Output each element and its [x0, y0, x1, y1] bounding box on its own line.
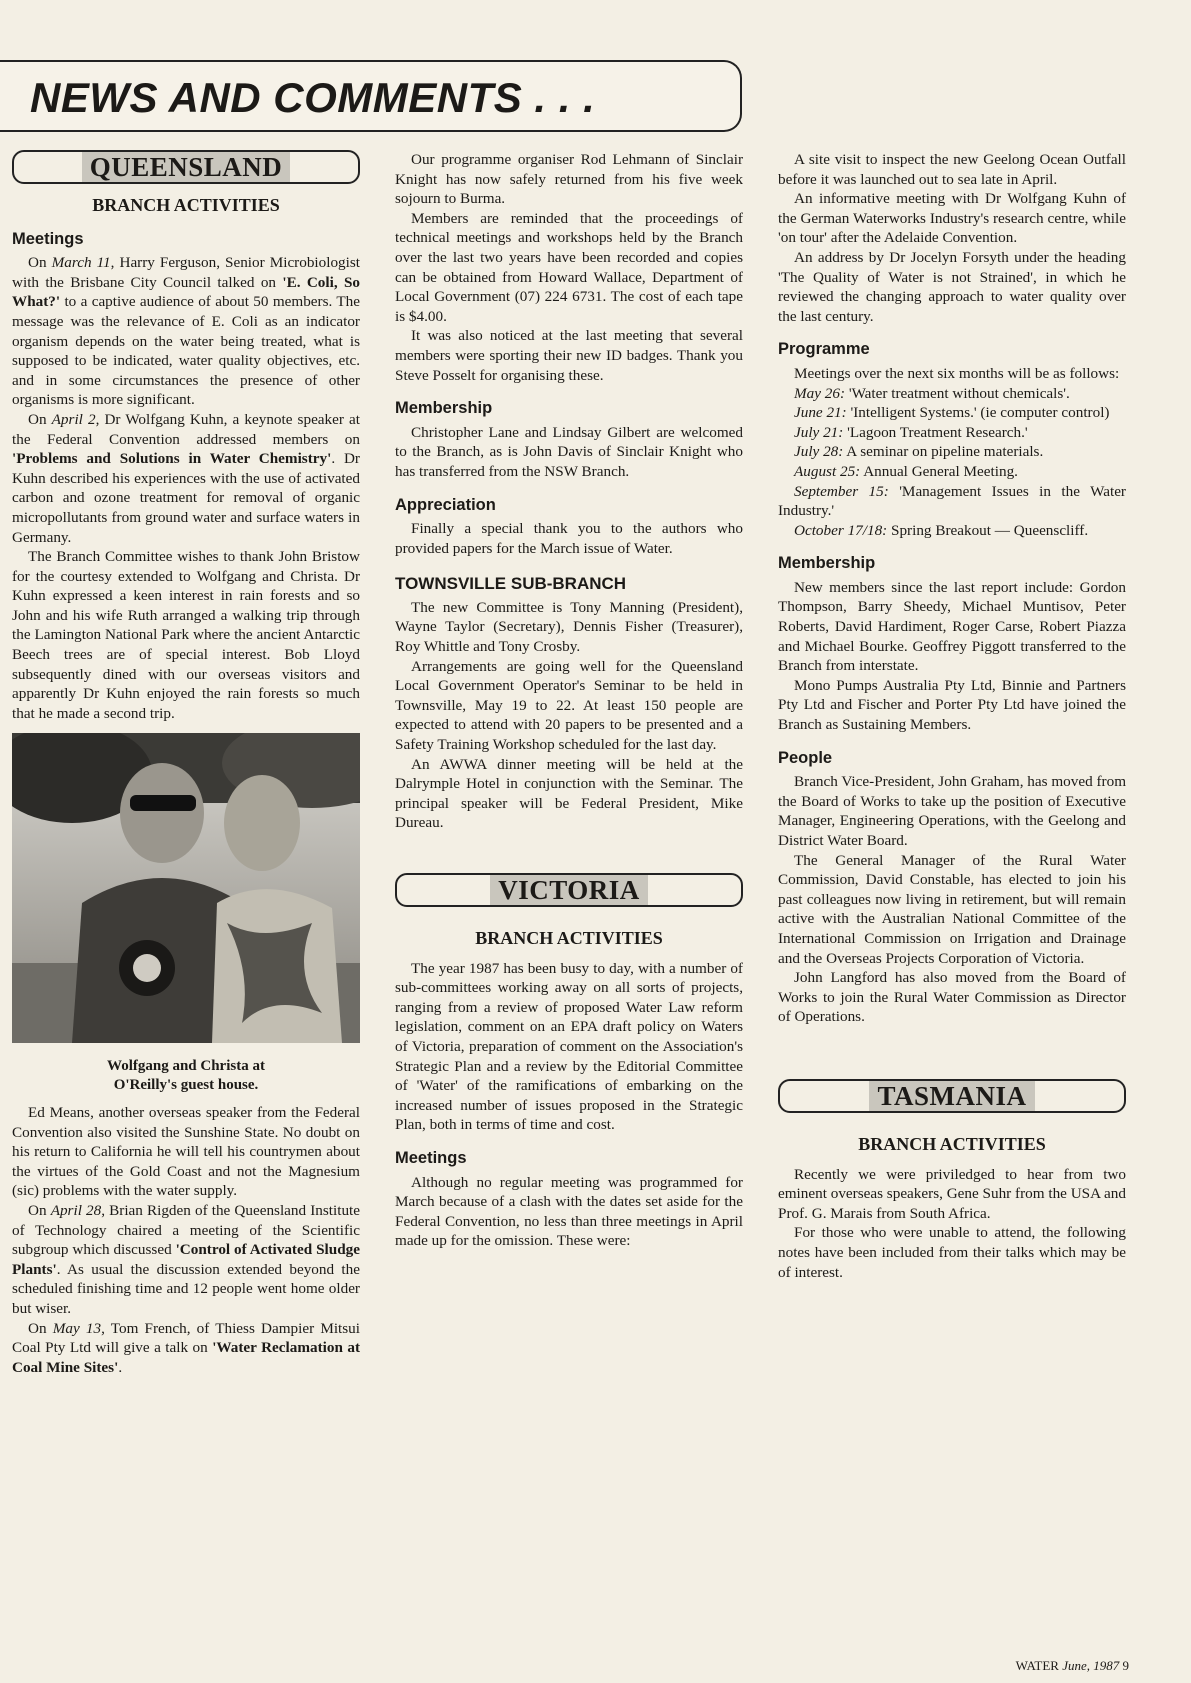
- paragraph: Recently we were priviledged to hear from two eminent overseas speakers, Gene Suhr from the USA and Prof. G. Marais from South Africa.: [778, 1165, 1126, 1222]
- paragraph: Our programme organiser Rod Lehmann of Sinclair Knight has now safely returned from his five week sojourn to Burma.: [395, 151, 743, 208]
- paragraph: Arrangements are going well for the Queensland Local Government Operator's Seminar to be held in Townsville, May 19 to 22. At least 150 people are expected to attend with 20 papers to be presented and a Safety Training Workshop scheduled for the last day.: [395, 657, 743, 754]
- paragraph: The new Committee is Tony Manning (President), Wayne Taylor (Secretary), Dennis Fisher (Treasurer), Roy Whittle and Tony Crosby.: [395, 598, 743, 656]
- schedule-item: August 25: Annual General Meeting.: [794, 462, 1018, 480]
- photo-caption: Wolfgang and Christa at O'Reilly's guest house.: [107, 1058, 265, 1094]
- membership-heading: Membership: [395, 399, 493, 418]
- paragraph: For those who were unable to attend, the following notes have been included from their talks which may be of interest.: [778, 1224, 1126, 1281]
- masthead-banner: [0, 60, 742, 132]
- paragraph: The year 1987 has been busy to day, with a number of sub-committees working away on all sorts of projects, ranging from a review of proposed Water Law reform legislation, comment on an EPA draft policy on Waters of Victoria, preparation of comment on the Association's Strategic Plan and a review by the Editorial Committee of 'Water' of the ramifications of embarking on the increased number of issues proposed in the Strategic Plan, both in terms of time and cost.: [395, 959, 743, 1134]
- programme-schedule: [778, 384, 1126, 541]
- paragraph: An address by Dr Jocelyn Forsyth under the heading 'The Quality of Water is not Strained', in which he reviewed the changing approach to water quality over the last century.: [778, 248, 1126, 325]
- paragraph: It was also noticed at the last meeting that several members were sporting their new ID badges. Thank you Steve Posselt for organising these.: [395, 327, 743, 384]
- paragraph: Mono Pumps Australia Pty Ltd, Binnie and Partners Pty Ltd and Fischer and Porter Pty Ltd have joined the Branch as Sustaining Members.: [778, 676, 1126, 734]
- branch-activities-heading: BRANCH ACTIVITIES: [475, 928, 663, 948]
- schedule-item: July 28: A seminar on pipeline materials.: [794, 443, 1044, 461]
- meetings-heading: Meetings: [395, 1148, 467, 1167]
- paragraph: The Branch Committee wishes to thank John Bristow for the courtesy extended to Wolfgang and Christa. Dr Kuhn expressed a keen interest in rain forests and so John and his wife Ruth arranged a walking trip through the Lamington National Park where the ancient Antarctic Beech trees are of special interest. Bob Lloyd subsequently dined with our overseas visitors and apparently Dr Kuhn enjoyed the rain forests so much that he made a second trip.: [12, 548, 360, 722]
- paragraph: Ed Means, another overseas speaker from the Federal Convention also visited the Sunshine State. No doubt on his return to California he will tell his countrymen about the virtues of the Gold Coast and not the Magnesium (sic) problems with the water supply.: [12, 1104, 360, 1200]
- schedule-item: May 26: 'Water treatment without chemicals'.: [794, 384, 1070, 402]
- paragraph: Finally a special thank you to the authors who provided papers for the March issue of Water.: [395, 520, 743, 557]
- page-title: NEWS AND COMMENTS . . .: [30, 74, 596, 121]
- paragraph: New members since the last report include: Gordon Thompson, Barry Sheedy, Michael Muntisov, Peter Roberts, David Hardiment, Roger Carse, Robert Piazza and Michael Bourke. Geoffrey Piggott transferred to the Branch from interstate.: [778, 578, 1126, 675]
- photo-wolfgang-christa: [12, 733, 360, 1043]
- publication-name: WATER: [1015, 1658, 1059, 1673]
- townsville-heading: TOWNSVILLE SUB-BRANCH: [395, 574, 627, 594]
- paragraph: On April 2, Dr Wolfgang Kuhn, a keynote speaker at the Federal Convention addressed members on 'Problems and Solutions in Water Chemistry'. Dr Kuhn described his experiences with the use of activated carbon and ozone treatment for removal of organic micropollutants from ground water and surface waters in Germany.: [12, 410, 360, 546]
- paragraph: A site visit to inspect the new Geelong Ocean Outfall before it was launched out to sea late in April.: [778, 151, 1126, 188]
- paragraph: Christopher Lane and Lindsay Gilbert are welcomed to the Branch, as is John Davis of Sinclair Knight who has transferred from the NSW Branch.: [395, 423, 743, 480]
- paragraph: The General Manager of the Rural Water Commission, David Constable, has elected to join his past colleagues now living in retirement, but will remain active with the Australian National Committee of the International Commission on Irrigation and Drainage and the Overseas Projects Corporation of Victoria.: [778, 851, 1126, 967]
- meetings-heading: Meetings: [12, 229, 84, 248]
- paragraph: Although no regular meeting was programmed for March because of a clash with the dates set aside for the Federal Convention, no less than three meetings in April made up for the omission. These were:: [395, 1173, 743, 1250]
- branch-activities-heading: BRANCH ACTIVITIES: [858, 1133, 1046, 1154]
- page-number: 9: [1122, 1658, 1129, 1673]
- column-3: [778, 150, 1126, 1282]
- programme-heading: Programme: [778, 340, 870, 359]
- branch-activities-heading: BRANCH ACTIVITIES: [92, 195, 280, 215]
- schedule-item: September 15: 'Management Issues in the Water Industry.': [778, 482, 1126, 520]
- paragraph: Branch Vice-President, John Graham, has moved from the Board of Works to take up the position of Executive Manager, Engineering Operations, with the Geelong and District Water Board.: [778, 773, 1127, 849]
- schedule-item: October 17/18: Spring Breakout — Queenscliff.: [794, 521, 1089, 539]
- section-banner-victoria: VICTORIA: [395, 873, 743, 907]
- paragraph: On May 13, Tom French, of Thiess Dampier Mitsui Coal Pty Ltd will give a talk on 'Water Reclamation at Coal Mine Sites'.: [12, 1319, 361, 1376]
- column-2: [395, 150, 743, 1251]
- paragraph: Meetings over the next six months will be as follows:: [794, 364, 1120, 382]
- paragraph: An informative meeting with Dr Wolfgang Kuhn of the German Waterworks Industry's research centre, while 'on tour' after the Adelaide Convention.: [778, 190, 1126, 247]
- paragraph: Members are reminded that the proceedings of technical meetings and workshops held by the Branch over the last two years have been recorded and copies can be obtained from Howard Wallace, Department of Local Government (07) 224 6731. The cost of each tape is $4.00.: [395, 209, 743, 325]
- schedule-item: July 21: 'Lagoon Treatment Research.': [794, 423, 1028, 441]
- people-heading: People: [778, 748, 833, 767]
- appreciation-heading: Appreciation: [395, 495, 496, 514]
- membership-heading: Membership: [778, 554, 876, 573]
- column-1: [12, 150, 360, 1377]
- page-footer: [1016, 1658, 1129, 1674]
- section-banner-queensland: QUEENSLAND: [12, 150, 360, 184]
- paragraph: An AWWA dinner meeting will be held at the Dalrymple Hotel in conjunction with the Seminar. The principal speaker will be Federal President, Mike Dureau.: [395, 755, 743, 832]
- paragraph: On March 11, Harry Ferguson, Senior Microbiologist with the Brisbane City Council talked on 'E. Coli, So What?' to a captive audience of about 50 members. The message was the relevance of E. Coli as an indicator organism depends on the water being treated, what is supposed to be indicated, water quality objectives, etc. and in some circumstances the presence of other organisms is more significant.: [12, 254, 360, 409]
- paragraph: On April 28, Brian Rigden of the Queensland Institute of Technology chaired a meeting of the Scientific subgroup which discussed 'Control of Activated Sludge Plants'. As usual the discussion extended beyond the scheduled finishing time and 12 people went home older but wiser.: [12, 1202, 360, 1317]
- section-banner-tasmania: TASMANIA: [778, 1079, 1126, 1113]
- schedule-item: June 21: 'Intelligent Systems.' (ie computer control): [794, 404, 1110, 422]
- issue-date: June, 1987: [1062, 1658, 1120, 1673]
- paragraph: John Langford has also moved from the Board of Works to join the Rural Water Commission as Director of Operations.: [778, 969, 1126, 1026]
